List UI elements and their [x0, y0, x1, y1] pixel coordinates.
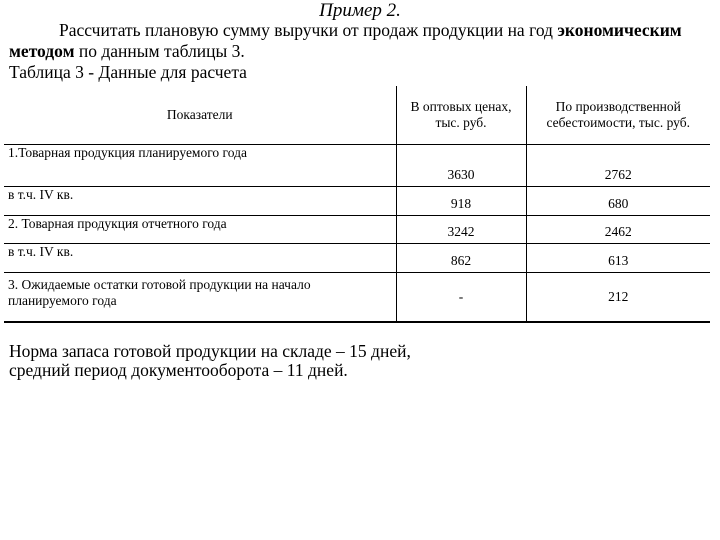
row-cost-value: 2762	[526, 145, 710, 187]
row-wholesale-value: -	[396, 273, 526, 323]
row-wholesale-value: 3242	[396, 216, 526, 244]
row-wholesale-value: 862	[396, 244, 526, 273]
row-wholesale-value: 3630	[396, 145, 526, 187]
row-cost-value: 680	[526, 187, 710, 216]
footer-line-stock-norm: Норма запаса готовой продукции на складе – 15 дней,	[9, 341, 411, 361]
task-statement	[9, 20, 711, 62]
row-label: в т.ч. IV кв.	[4, 187, 396, 216]
task-bold-word-1: экономическим	[557, 20, 682, 40]
header-wholesale: В оптовых ценах, тыс. руб.	[396, 86, 526, 145]
header-indicators: Показатели	[4, 86, 396, 145]
task-line-1: Рассчитать плановую сумму выручки от продаж продукции на год экономическим	[59, 20, 682, 40]
example-title: Пример 2.	[319, 0, 401, 21]
footer-line-doc-flow: средний период документооборота – 11 дней.	[9, 360, 348, 380]
table-header-row	[4, 86, 710, 145]
table-row	[4, 244, 710, 273]
row-label: в т.ч. IV кв.	[4, 244, 396, 273]
table-row	[4, 273, 710, 323]
table-row	[4, 145, 710, 187]
row-wholesale-value: 918	[396, 187, 526, 216]
row-label: 1.Товарная продукция планируемого года	[4, 145, 396, 187]
table-caption: Таблица 3 - Данные для расчета	[9, 62, 247, 82]
footer-notes	[9, 342, 411, 380]
table-row	[4, 187, 710, 216]
table-row	[4, 216, 710, 244]
task-line-2: методом по данным таблицы 3.	[9, 41, 245, 61]
header-cost: По производственной себестоимости, тыс. руб.	[526, 86, 710, 145]
task-bold-word-2: методом	[9, 41, 75, 61]
row-cost-value: 212	[526, 273, 710, 323]
row-cost-value: 613	[526, 244, 710, 273]
row-label: 2. Товарная продукция отчетного года	[4, 216, 396, 244]
row-cost-value: 2462	[526, 216, 710, 244]
data-table	[4, 86, 710, 323]
row-label: 3. Ожидаемые остатки готовой продукции на начало планируемого года	[4, 273, 396, 323]
